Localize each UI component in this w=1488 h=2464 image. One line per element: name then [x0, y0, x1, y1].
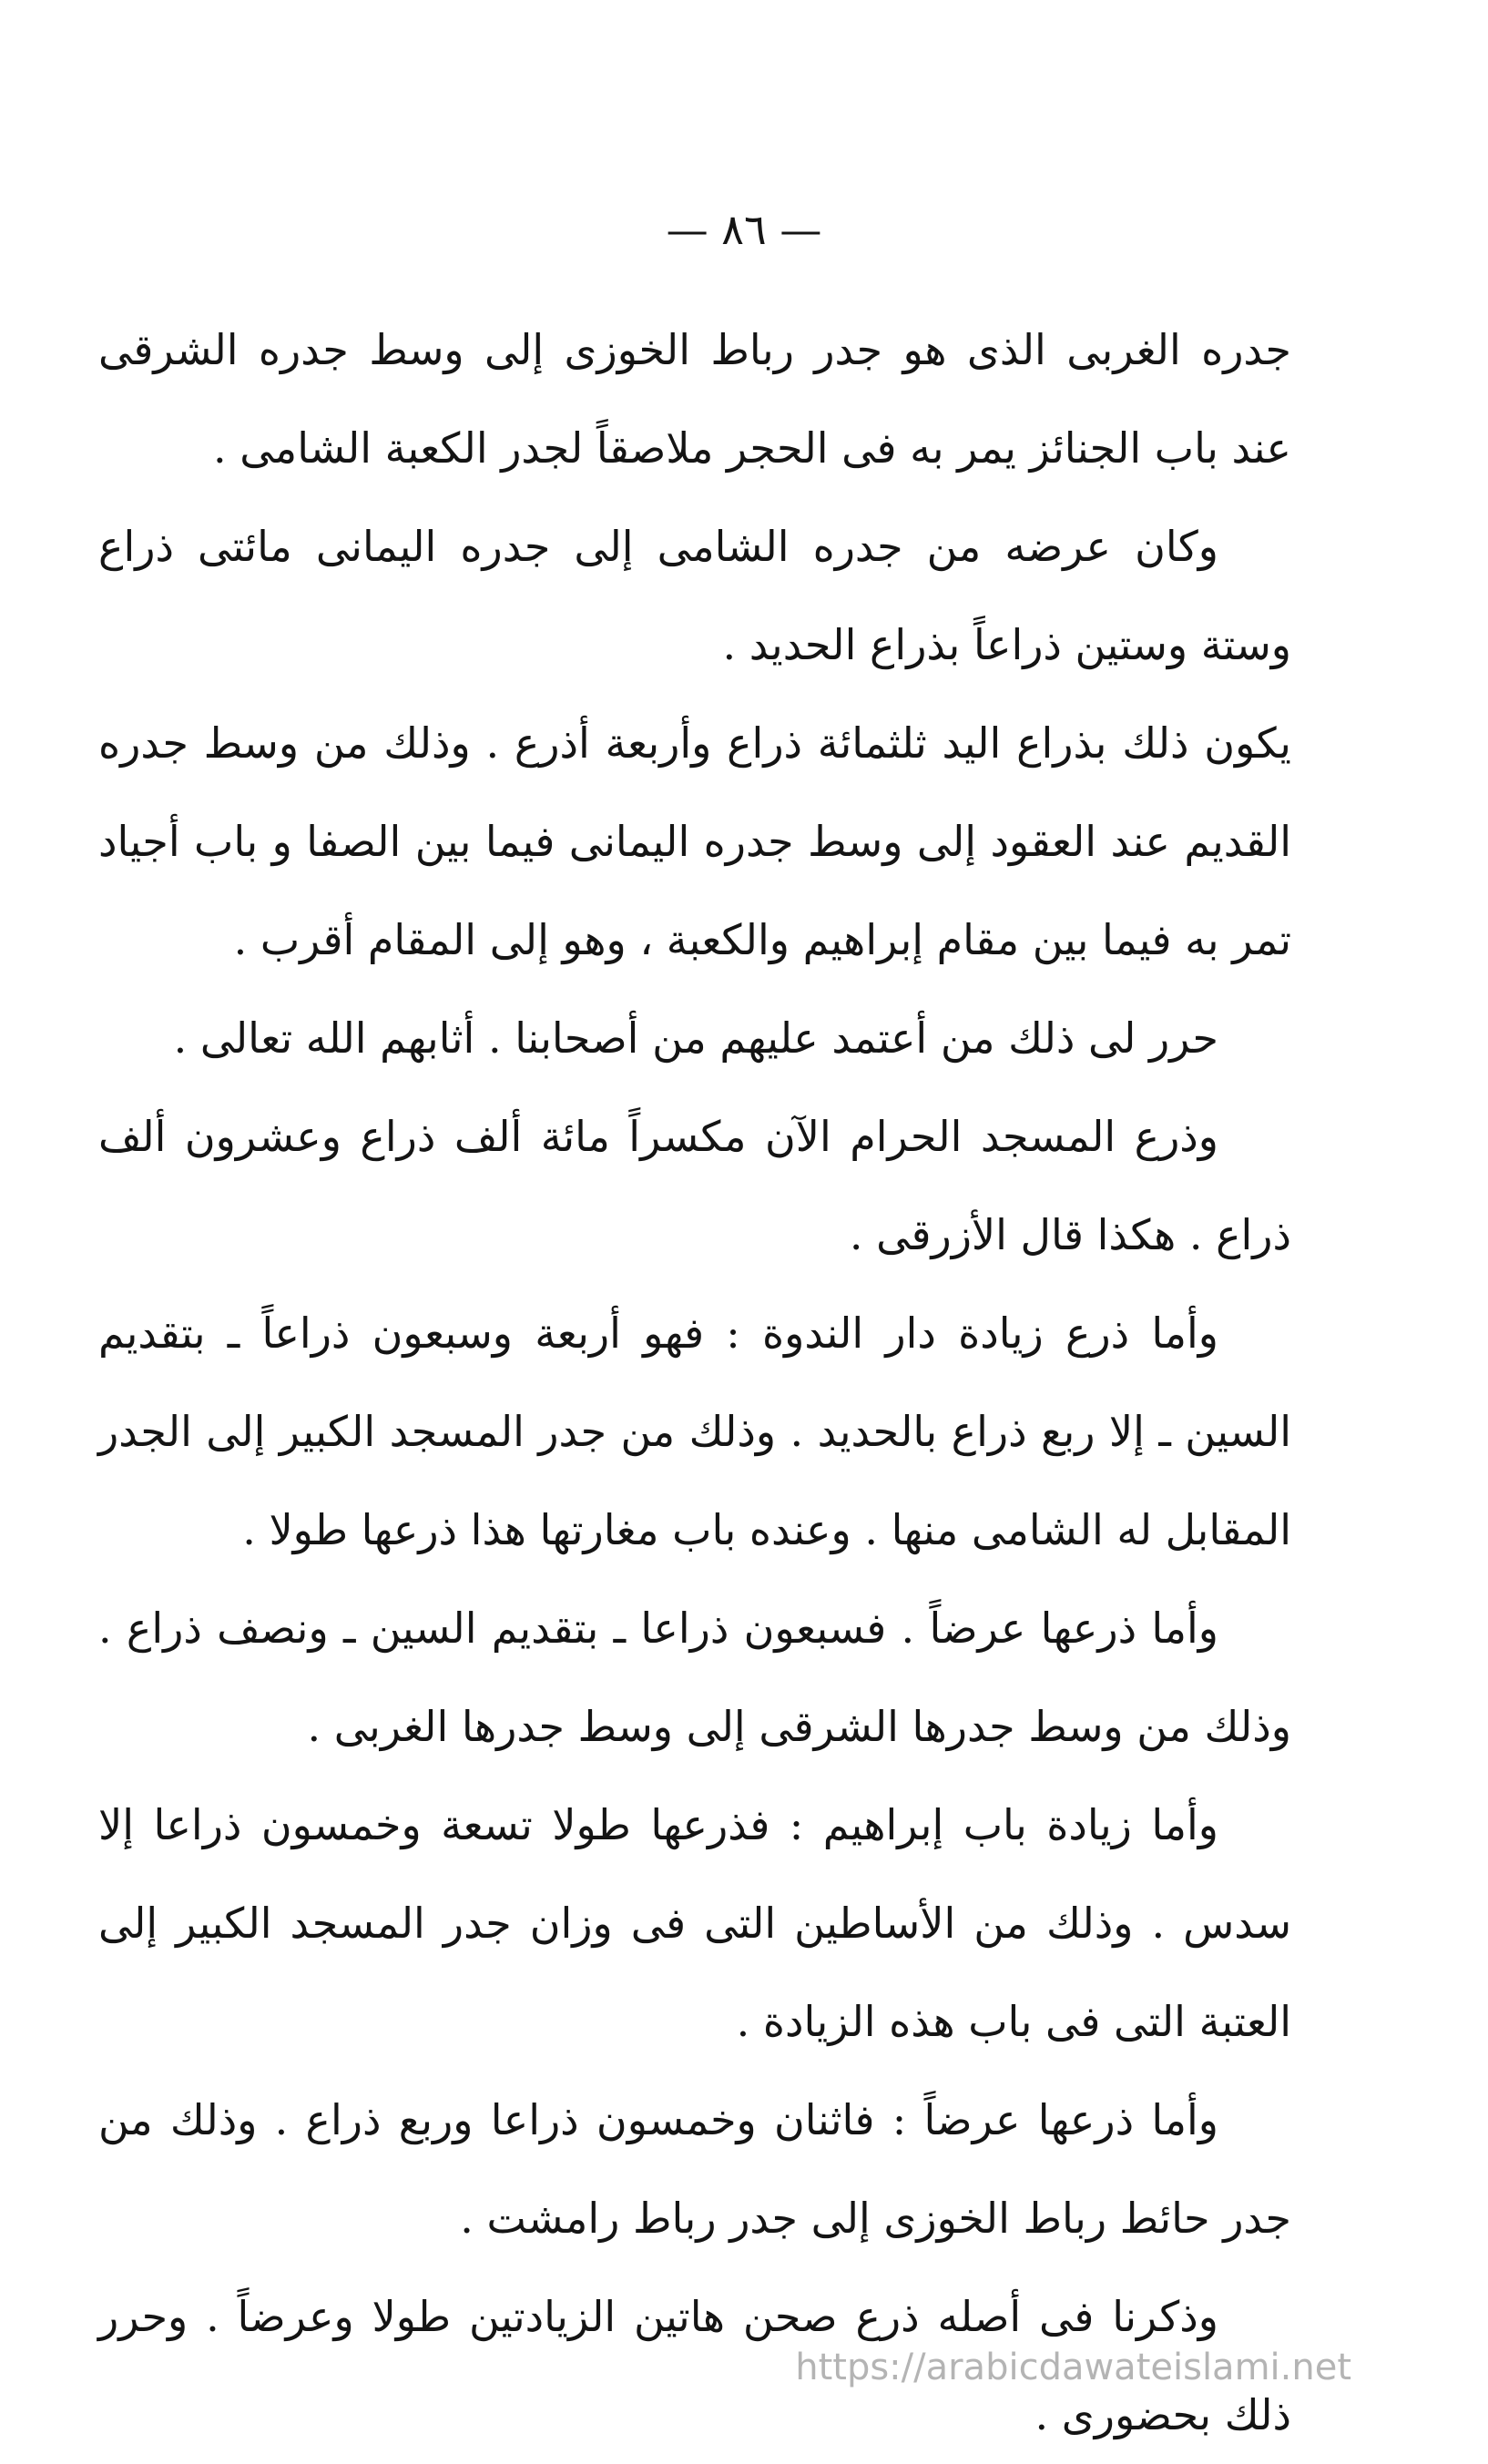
paragraph: وأما ذرعها عرضاً . فسبعون ذراعا ـ بتقديم السين ـ ونصف ذراع . وذلك من وسط جدرها الشرقى إلى وسط جدرها الغربى . — [98, 1604, 1291, 1751]
paragraph: وأما ذرعها عرضاً : فاثنان وخمسون ذراعا وربع ذراع . وذلك من جدر حائط رباط الخوزى إلى جدر رباط رامشت . — [98, 2095, 1291, 2243]
paragraph: وأما زيادة باب إبراهيم : فذرعها طولا تسعة وخمسون ذراعا إلا سدس . وذلك من الأساطين التى فى وزان جدر المسجد الكبير إلى العتبة التى فى باب هذه الزيادة . — [98, 1800, 1291, 2046]
paragraph: حرر لى ذلك من أعتمد عليهم من أصحابنا . أثابهم الله تعالى . — [173, 1013, 1218, 1063]
page-number: — ٨٦ — — [666, 205, 822, 254]
paragraph: وذرع المسجد الحرام الآن مكسراً مائة ألف ذراع وعشرون ألف ذراع . هكذا قال الأزرقى . — [98, 1112, 1291, 1259]
paragraph: وأما ذرع زيادة دار الندوة : فهو أربعة وسبعون ذراعاً ـ بتقديم السين ـ إلا ربع ذراع بالحديد . وذلك من جدر المسجد الكبير إلى الجدر المقابل له الشامى منها . وعنده باب مغارتها هذا ذرعها طولا . — [98, 1308, 1291, 1554]
paragraph: جدره الغربى الذى هو جدر رباط الخوزى إلى وسط جدره الشرقى عند باب الجنائز يمر به فى الحجر ملاصقاً لجدر الكعبة الشامى . — [98, 325, 1291, 473]
watermark-url: https://arabicdawateislami.net — [795, 2347, 1351, 2388]
body-text — [98, 300, 1291, 2464]
paragraph: يكون ذلك بذراع اليد ثلثمائة ذراع وأربعة أذرع . وذلك من وسط جدره القديم عند العقود إلى وسط جدره اليمانى فيما بين الصفا و باب أجياد تمر به فيما بين مقام إبراهيم والكعبة ، وهو إلى المقام أقرب . — [98, 718, 1291, 964]
paragraph: وكان عرضه من جدره الشامى إلى جدره اليمانى مائتى ذراع وستة وستين ذراعاً بذراع الحديد . — [98, 522, 1291, 669]
paragraph: وذكرنا فى أصله ذرع صحن هاتين الزيادتين طولا وعرضاً . وحرر ذلك بحضورى . — [98, 2292, 1291, 2439]
